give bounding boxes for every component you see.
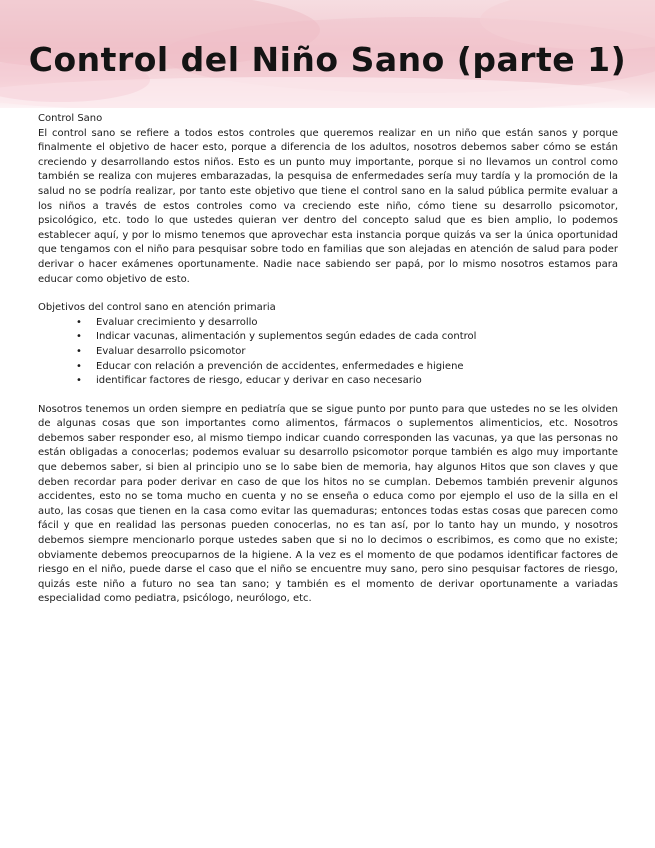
closing-paragraph: Nosotros tenemos un orden siempre en pediatría que se sigue punto por punto para que ustedes no se les olviden de algunas cosas que son importantes como alimentos, fármacos o suplementos alimenticios, etc. Nosotros debemos saber responder eso, al mismo tiempo indicar cuando corresponden las vacunas, ya que las personas no están obligadas a conocerlas; podemos evaluar su desarrollo psicomotor porque también es algo muy importante que debemos saber, si bien al principio uno se lo sabe bien de memoria, hay algunos Hitos que son claves y que deben recordar para poder derivar en caso de que los hitos no se cumplan. Debemos también prevenir algunos accidentes, esto no se toma mucho en cuenta y no se enseña o educa como por ejemplo el uso de la silla en el auto, las cosas que tienen en la casa como evitar las quemaduras; entonces todas estas cosas que parecen como fácil y que en realidad las personas pueden conocerlas, no es tan así, por lo tanto hay un mundo, y nosotros debemos siempre mencionarlo porque ustedes saben que si no lo decimos o escribimos, es como que no existe; obviamente debemos preocuparnos de la higiene. A la vez es el momento de que podamos identificar factores de riesgo en el niño, puede darse el caso que el niño se encuentre muy sano, pero sino pesquisar factores de riesgo, quizás este niño a futuro no sea tan sano; y también es el momento de derivar oportunamente a variadas especialidad como pediatra, psicólogo, neurólogo, etc. xyxy=(38,403,618,605)
objective-text: Evaluar crecimiento y desarrollo xyxy=(96,316,258,328)
spacer xyxy=(38,287,618,301)
objective-item xyxy=(76,374,618,389)
objectives-label: Objetivos del control sano en atención primaria xyxy=(38,302,276,314)
objective-item xyxy=(76,360,618,375)
objective-text: Educar con relación a prevención de accidentes, enfermedades e higiene xyxy=(96,360,464,372)
bullet-icon: • xyxy=(76,360,82,372)
bullet-icon: • xyxy=(76,331,82,343)
bullet-icon: • xyxy=(76,345,82,357)
bullet-icon: • xyxy=(76,375,82,387)
page-title: Control del Niño Sano (parte 1) xyxy=(28,40,627,79)
intro-paragraph: El control sano se refiere a todos estos controles que queremos realizar en un niño que están sanos y porque finalmente el objetivo de hacer esto, porque a diferencia de los adultos, nosotros debemos saber cómo se están creciendo y desarrollando estos niños. Esto es un punto muy importante, porque si no llevamos un control como también se realiza con mujeres embarazadas, la pesquisa de enfermedades sería muy tardía y la promoción de la salud no se podría realizar, por tanto este objetivo que tiene el control sano en la salud pública permite evaluar a los niños a través de estos controles como va creciendo este niño, cómo tiene su desarrollo psicomotor, psicológico, etc. todo lo que ustedes quieran ver dentro del concepto salud que es bien amplio, lo podemos establecer aquí, y por lo mismo tenemos que aprovechar esta instancia porque quizás va ser la única oportunidad que tengamos con el niño para pesquisar sobre todo en familias que son alejadas en atención de salud para poder derivar o hacer exámenes oportunamente. Nadie nace sabiendo ser papá, por lo mismo nosotros estamos para educar como objetivo de esto. xyxy=(38,127,618,285)
objective-text: identificar factores de riesgo, educar y derivar en caso necesario xyxy=(96,375,422,387)
watercolor-header xyxy=(0,0,655,108)
spacer xyxy=(38,389,618,403)
section-heading: Control Sano xyxy=(38,113,103,124)
document-body xyxy=(38,112,618,607)
objective-item xyxy=(76,316,618,331)
bullet-icon: • xyxy=(76,316,82,328)
objectives-list xyxy=(38,316,618,389)
objective-text: Indicar vacunas, alimentación y suplementos según edades de cada control xyxy=(96,331,477,343)
objective-text: Evaluar desarrollo psicomotor xyxy=(96,345,246,357)
objective-item xyxy=(76,345,618,360)
objective-item xyxy=(76,330,618,345)
